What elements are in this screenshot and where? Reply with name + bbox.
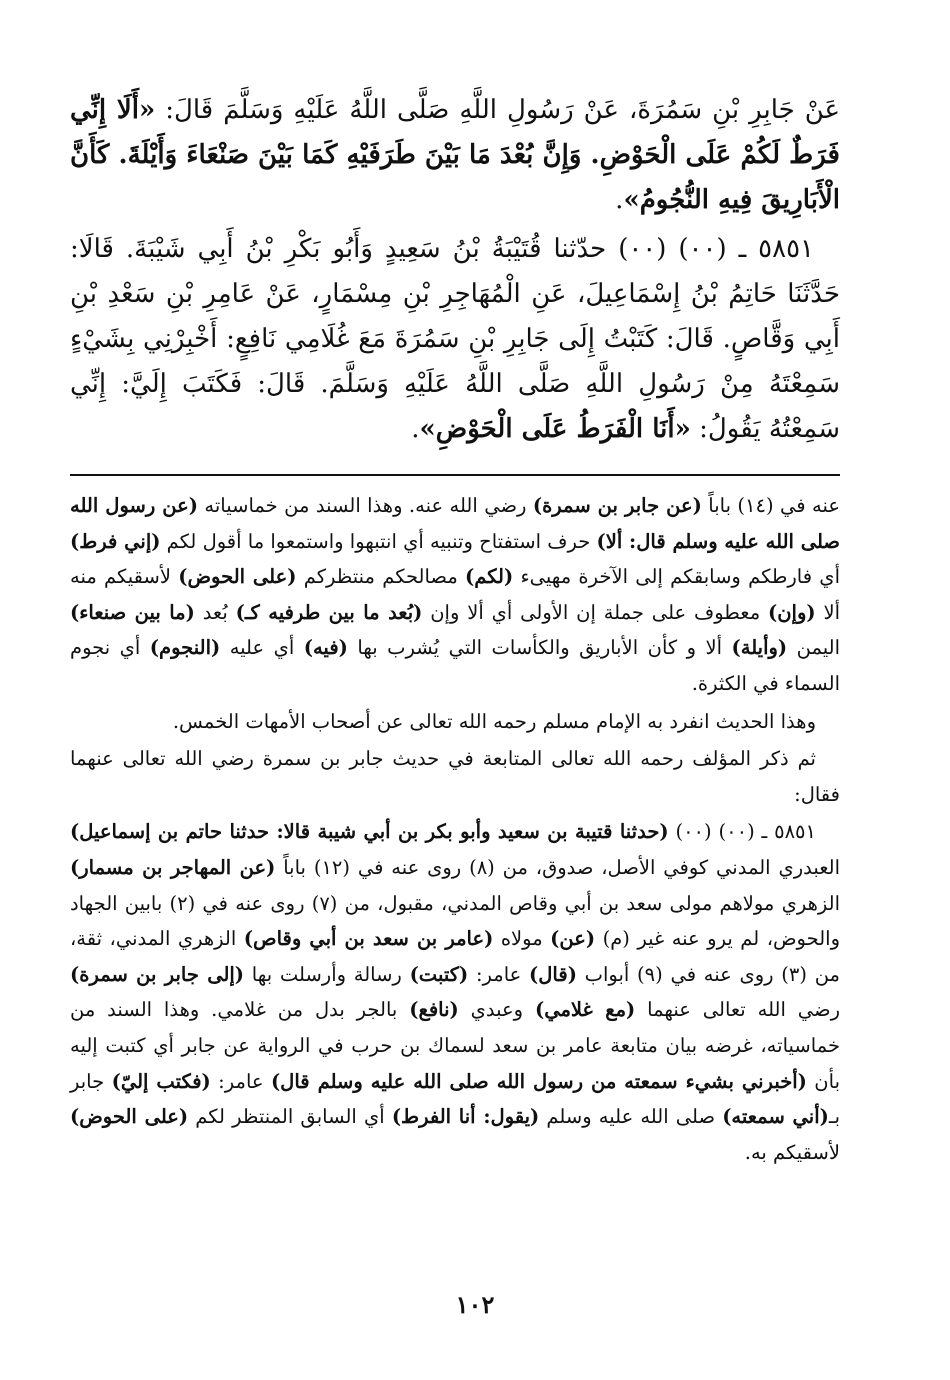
bold-text-run: (ما بين صنعاء) <box>70 600 195 624</box>
bold-text-run: (أخبرني بشيء سمعته من رسول الله صلى الله عليه وسلم قال) <box>270 1069 807 1093</box>
text-run: . <box>615 185 624 215</box>
text-run: أي السابق المنتظر لكم <box>188 1105 392 1129</box>
text-run: بُعد <box>194 600 236 624</box>
bold-text-run: (على الحوض) <box>178 565 297 589</box>
bold-text-run: (فيه) <box>303 636 348 660</box>
bold-text-run: (النجوم) <box>149 636 221 660</box>
page-number: ١٠٢ <box>455 1290 495 1319</box>
bold-text-run: (قال) <box>529 962 577 986</box>
bold-text-run: (أني سمعته) <box>722 1105 829 1129</box>
hadith-text <box>70 88 840 452</box>
text-run: ٥٨٥١ ـ (٠٠) (٠٠) حدّثنا قُتَيْبَةُ بْنُ سَعِيدٍ وَأَبُو بَكْرِ بْنُ أَبِي شَيْبَةَ. قَالَا: حَدَّثَنَا حَاتِمُ بْنُ إِسْمَاعِيلَ، عَنِ الْمُهَاجِرِ بْنِ مِسْمَارٍ، عَنْ عَامِرِ بْنِ سَعْدِ بْنِ أَبِي وَقَّاصٍ. قَالَ: كَتَبْتُ إِلَى جَابِرِ بْنِ سَمُرَةَ مَعَ غُلَامِي نَافِعٍ: أَخْبِرْنِي بِشَيْءٍ سَمِعْتَهُ مِنْ رَسُولِ اللَّهِ صَلَّى اللَّهُ عَلَيْهِ وَسَلَّمَ. قَالَ: فَكَتَبَ إِلَيَّ: إِنِّي سَمِعْتُهُ يَقُولُ: <box>70 234 840 444</box>
bold-text-run: (مع غلامي) <box>534 998 636 1022</box>
commentary-paragraph-4 <box>70 814 840 1170</box>
text-run: الزهري مولاهم مولى سعد بن أبي وقاص المدني، مقبول، من (٧) روى عنه في (٢) بابين الجهاد والحوض، لم يرو عنه غير (م) <box>70 891 841 951</box>
text-run: حرف استفتاح وتنبيه أي انتبهوا واستمعوا ما أقول لكم <box>160 529 597 553</box>
text-run: اليمن <box>787 636 840 660</box>
commentary-text <box>70 488 840 1170</box>
text-run: مولاه <box>493 927 551 951</box>
text-run: عَنْ جَابِرِ بْنِ سَمُرَةَ، عَنْ رَسُولِ اللَّهِ صَلَّى اللَّهُ عَلَيْهِ وَسَلَّمَ قَالَ: <box>155 95 841 125</box>
bold-text-run: (عامر بن سعد بن أبي وقاص) <box>243 927 494 951</box>
bold-text-run: (فكتب إليّ) <box>111 1069 211 1093</box>
text-run: . <box>411 414 420 444</box>
commentary-paragraph-1 <box>70 488 840 702</box>
text-run: ألا و كأن الأباريق والكأسات التي يُشرب بها <box>347 636 732 660</box>
text-run: لأسقيكم به. <box>744 1140 840 1164</box>
text-run: وهذا الحديث انفرد به الإمام مسلم رحمه الله تعالى عن أصحاب الأمهات الخمس. <box>172 709 816 733</box>
text-run: الزهري المدني، ثقة، من (٣) روى عنه في (٩) أبواب <box>70 927 841 986</box>
text-run: بالجر بدل من غلامي. وهذا السند من خماسياته، غرضه بيان متابعة عامر بن سعد لسماك بن حرب في الرواية عن جابر أي كتبت إليه بأن <box>70 998 840 1093</box>
text-run: رسالة وأرسلت بها <box>244 962 410 986</box>
bold-text-run: (وإن) <box>768 600 816 624</box>
text-run: رضي الله عنه. وهذا السند من خماسياته <box>198 494 533 517</box>
text-run: العبدري المدني كوفي الأصل، صدوق، من (٨) روى عنه في (١٢) باباً <box>275 855 841 879</box>
text-run: عنه في (١٤) باباً <box>701 494 840 517</box>
bold-text-run: (لكم) <box>465 565 514 589</box>
text-run: مصالحكم منتظركم <box>296 565 466 589</box>
text-run: لأسقيكم منه ألا <box>70 565 840 624</box>
bold-text-run: «أَلَا إِنِّي فَرَطٌ لَكُمْ عَلَى الْحَوْضِ. وَإِنَّ بُعْدَ مَا بَيْنَ طَرَفَيْهِ كَمَا بَيْنَ صَنْعَاءَ وَأَيْلَةَ. كَأَنَّ الْأَبَارِيقَ فِيهِ النُّجُومُ» <box>70 95 840 215</box>
bold-text-run: (على الحوض) <box>70 1105 189 1129</box>
text-run: معطوف على جملة إن الأولى أي ألا وإن <box>422 600 768 624</box>
bold-text-run: (حدثنا قتيبة بن سعيد وأبو بكر بن أبي شيبة قالا: حدثنا حاتم بن إسماعيل) <box>70 820 669 844</box>
bold-text-run: (كتبت) <box>409 962 469 986</box>
bold-text-run: «أَنَا الْفَرَطُ عَلَى الْحَوْضِ» <box>419 414 691 444</box>
bold-text-run: (عن) <box>550 927 596 951</box>
bold-text-run: (وأيلة) <box>731 636 788 660</box>
text-run: عامر: <box>210 1069 271 1093</box>
bold-text-run: (إني فرط) <box>70 529 161 553</box>
commentary-paragraph-2 <box>70 704 840 740</box>
bold-text-run: (عن المهاجر بن مسمار) <box>70 855 276 879</box>
text-run: ثم ذكر المؤلف رحمه الله تعالى المتابعة في حديث جابر بن سمرة رضي الله تعالى عنهما فقال: <box>70 747 840 806</box>
bold-text-run: (نافع) <box>409 998 459 1022</box>
bold-text-run: (عن جابر بن سمرة) <box>532 494 702 517</box>
bold-text-run: (عن رسول الله صلى الله عليه وسلم قال: ألا) <box>70 494 840 553</box>
text-run: ٥٨٥١ ـ (٠٠) (٠٠) <box>668 820 816 844</box>
text-run: صلى الله عليه وسلم <box>539 1105 723 1129</box>
text-run: عامر: <box>468 962 530 986</box>
footnote-divider <box>70 474 840 476</box>
text-run: أي فارطكم وسابقكم إلى الآخرة مهيىء <box>513 565 840 589</box>
hadith-paragraph-1 <box>70 88 840 223</box>
text-run: أي نجوم السماء في الكثرة. <box>70 636 840 695</box>
bold-text-run: (يقول: أنا الفرط) <box>391 1105 540 1129</box>
text-run: وعبدي <box>458 998 535 1022</box>
commentary-paragraph-3 <box>70 741 840 812</box>
text-run: رضي الله تعالى عنهما <box>635 998 840 1022</box>
text-run: أي عليه <box>220 636 304 660</box>
hadith-paragraph-2 <box>70 227 840 452</box>
text-run: جابر بـ <box>70 1069 840 1129</box>
bold-text-run: (بُعد ما بين طرفيه كـ) <box>235 600 423 624</box>
bold-text-run: (إلى جابر بن سمرة) <box>70 962 245 986</box>
